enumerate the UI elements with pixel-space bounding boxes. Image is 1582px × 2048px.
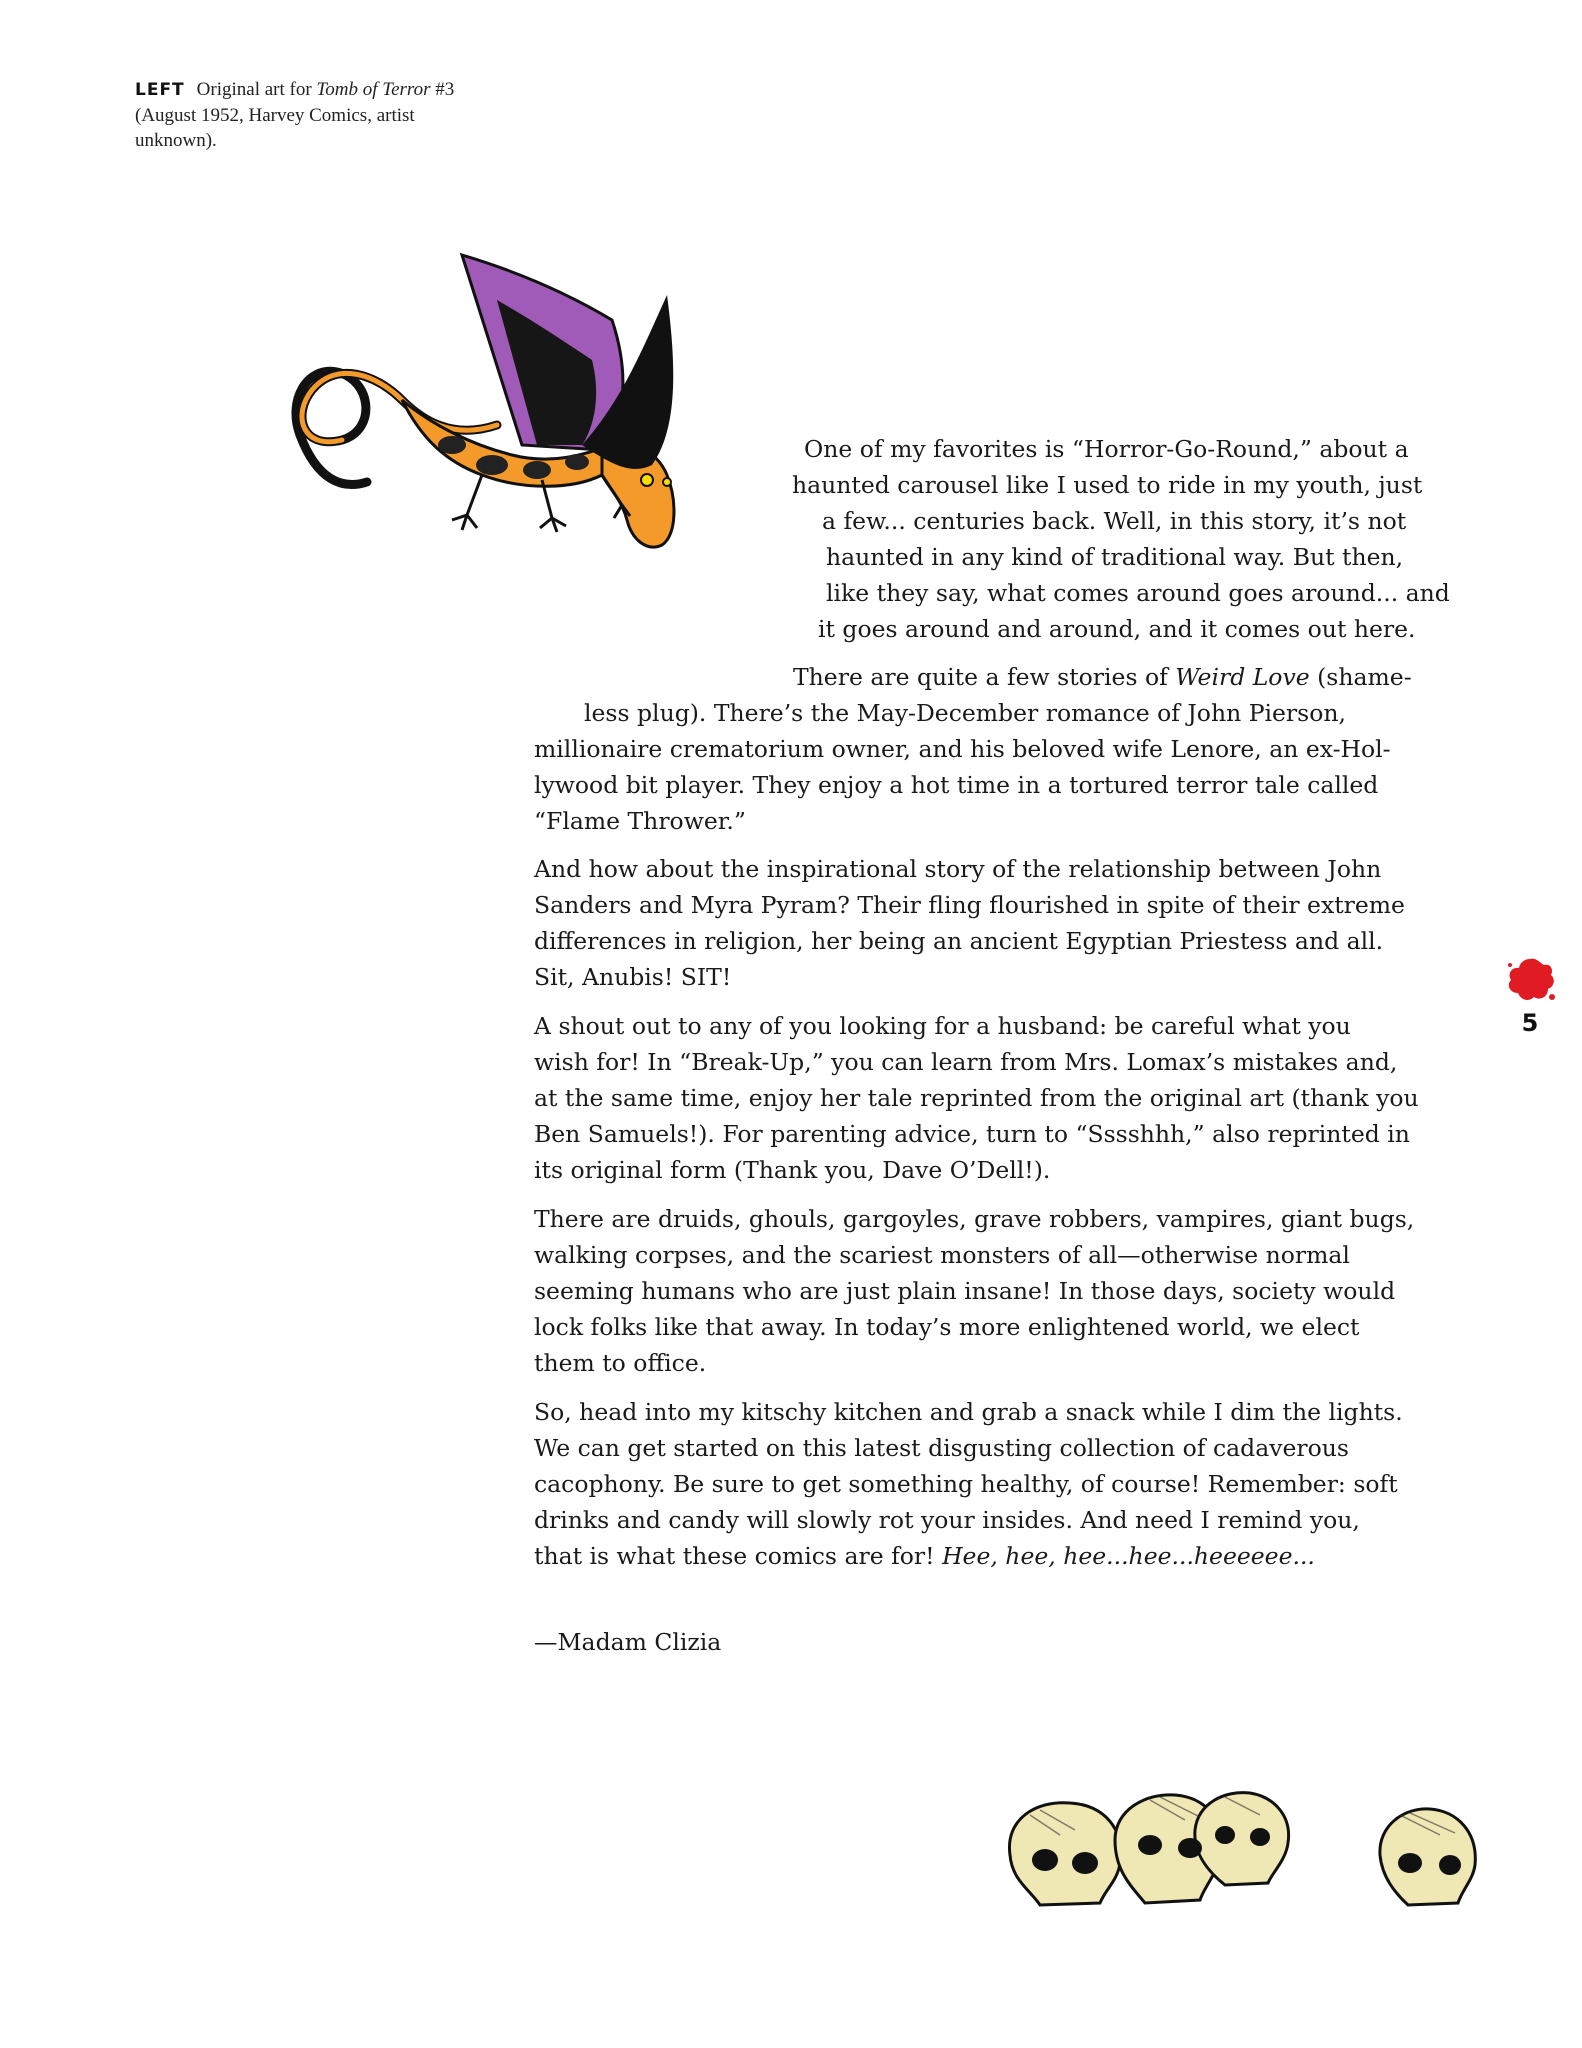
weird-love-line-1b: (shame-: [1309, 663, 1412, 691]
paragraph-closing: [534, 1394, 1474, 1574]
paragraph-line: differences in religion, her being an ancient Egyptian Priestess and all.: [534, 927, 1384, 955]
paragraph-line: wish for! In “Break-Up,” you can learn from Mrs. Lomax’s mistakes and,: [534, 1048, 1398, 1076]
paragraph-monsters: [534, 1201, 1474, 1381]
paragraph-line: We can get started on this latest disgusting collection of cadaverous: [534, 1434, 1349, 1462]
weird-love-line-3: millionaire crematorium owner, and his beloved wife Lenore, an ex-Hol-: [534, 735, 1391, 763]
dragon-illustration: [282, 250, 762, 610]
intro-line-3: a few... centuries back. Well, in this story, it’s not: [822, 507, 1407, 535]
intro-line-6: it goes around and around, and it comes out here.: [818, 615, 1416, 643]
intro-line-1: One of my favorites is “Horror-Go-Round,” about a: [804, 435, 1409, 463]
paragraph-line: Ben Samuels!). For parenting advice, turn to “Sssshhh,” also reprinted in: [534, 1120, 1410, 1148]
intro-line-5: like they say, what comes around goes around... and: [826, 579, 1450, 607]
paragraph-line: cacophony. Be sure to get something healthy, of course! Remember: soft: [534, 1470, 1398, 1498]
closing-last-text: that is what these comics are for!: [534, 1542, 943, 1570]
paragraph-line: Sit, Anubis! SIT!: [534, 963, 732, 991]
intro-line-2: haunted carousel like I used to ride in my youth, just: [792, 471, 1423, 499]
signature: —Madam Clizia: [534, 1628, 722, 1656]
intro-line-4: haunted in any kind of traditional way. But then,: [826, 543, 1404, 571]
caption-text-2: #3 (August 1952, Harvey Comics, artist unknown).: [135, 79, 455, 151]
paragraph-line: A shout out to any of you looking for a husband: be careful what you: [534, 1012, 1351, 1040]
page-number-marker: [1502, 953, 1558, 1043]
paragraph-break-up: [534, 1008, 1474, 1188]
closing-laugh: Hee, hee, hee...hee...heeeeee...: [942, 1542, 1315, 1570]
paragraph-line-last: [534, 1538, 1474, 1574]
paragraph-line: them to office.: [534, 1349, 707, 1377]
main-body: [534, 851, 1474, 1587]
paragraph-line: Sanders and Myra Pyram? Their fling flourished in spite of their extreme: [534, 891, 1405, 919]
paragraph-line: There are druids, ghouls, gargoyles, grave robbers, vampires, giant bugs,: [534, 1205, 1415, 1233]
caption-tag: LEFT: [135, 80, 185, 100]
photo-caption: [135, 77, 480, 153]
caption-title: Tomb of Terror: [316, 79, 431, 100]
paragraph-line: its original form (Thank you, Dave O’Dell!).: [534, 1156, 1051, 1184]
weird-love-line-1: [793, 659, 1412, 695]
paragraph-anubis: [534, 851, 1474, 995]
paragraph-line: walking corpses, and the scariest monsters of all—otherwise normal: [534, 1241, 1350, 1269]
paragraph-line: lock folks like that away. In today’s more enlightened world, we elect: [534, 1313, 1360, 1341]
paragraph-line: drinks and candy will slowly rot your insides. And need I remind you,: [534, 1506, 1360, 1534]
caption-text-1: Original art for: [196, 79, 317, 100]
paragraph-line: at the same time, enjoy her tale reprinted from the original art (thank you: [534, 1084, 1419, 1112]
page-number: 5: [1521, 1009, 1539, 1037]
paragraph-line: seeming humans who are just plain insane! In those days, society would: [534, 1277, 1396, 1305]
paragraph-line: And how about the inspirational story of the relationship between John: [534, 855, 1382, 883]
weird-love-line-2: less plug). There’s the May-December romance of John Pierson,: [584, 699, 1346, 727]
weird-love-line-4: lywood bit player. They enjoy a hot time in a tortured terror tale called: [534, 771, 1379, 799]
weird-love-line-5: “Flame Thrower.”: [534, 807, 746, 835]
weird-love-line-1a: There are quite a few stories of: [793, 663, 1176, 691]
skull-illustration: [1000, 1785, 1520, 1915]
paragraph-line: So, head into my kitschy kitchen and grab a snack while I dim the lights.: [534, 1398, 1403, 1426]
weird-love-title: Weird Love: [1175, 663, 1310, 691]
blood-splat-icon: [1502, 953, 1558, 1009]
